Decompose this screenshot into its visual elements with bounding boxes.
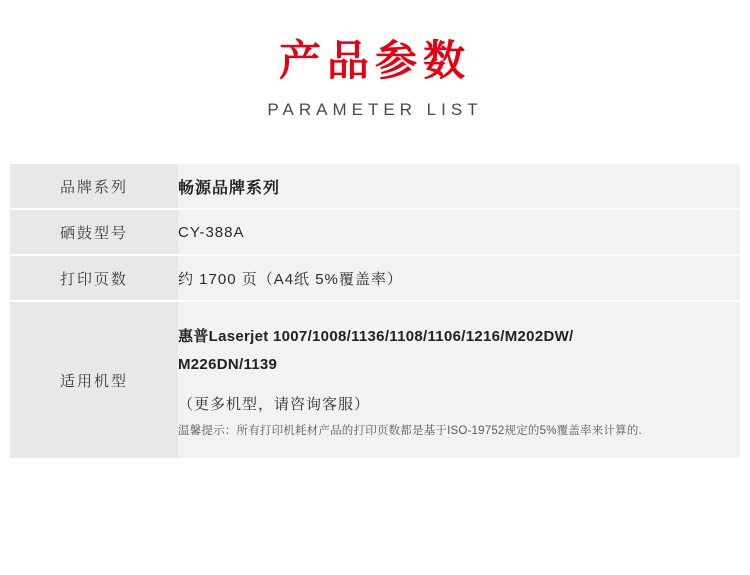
table-row xyxy=(10,255,740,301)
row-value-page-yield: 约 1700 页（A4纸 5%覆盖率） xyxy=(178,270,403,288)
compatible-models-tip: 温馨提示：所有打印机耗材产品的打印页数都是基于ISO-19752规定的5%覆盖率来计算的. xyxy=(178,424,642,437)
row-label-page-yield: 打印页数 xyxy=(10,255,178,301)
table-row xyxy=(10,209,740,255)
row-value-brand-series: 畅源品牌系列 xyxy=(178,179,281,197)
table-row xyxy=(10,164,740,209)
page-title-cn: 产品参数 xyxy=(278,37,471,84)
page-title-en: PARAMETER LIST xyxy=(267,100,483,120)
table-row xyxy=(10,301,740,459)
specification-table xyxy=(10,164,740,460)
row-label-compatible-models: 适用机型 xyxy=(10,301,178,459)
row-label-brand-series: 品牌系列 xyxy=(10,164,178,209)
row-label-cartridge-model: 硒鼓型号 xyxy=(10,209,178,255)
compatible-models-line-1: 惠普Laserjet 1007/1008/1136/1108/1106/1216/M202DW/ xyxy=(178,328,574,346)
compatible-models-note: （更多机型，请咨询客服） xyxy=(178,395,371,413)
row-value-cartridge-model: CY-388A xyxy=(178,223,245,241)
compatible-models-line-2: M226DN/1139 xyxy=(178,355,278,373)
page-header xyxy=(0,0,750,120)
